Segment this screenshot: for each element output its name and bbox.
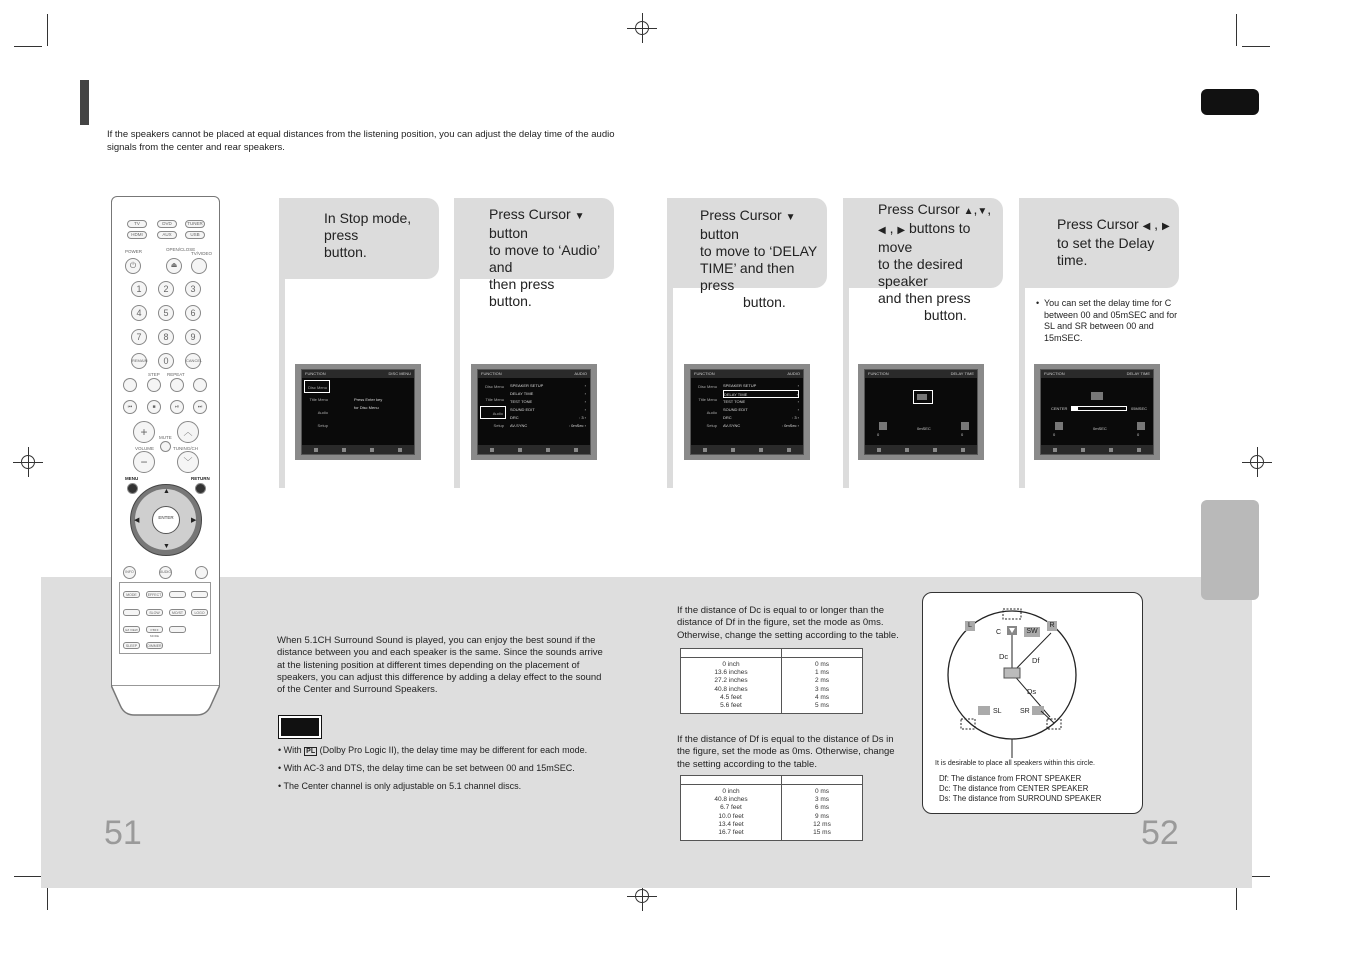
osd-screen-delay-select xyxy=(684,364,810,460)
table-cell: 6 ms xyxy=(814,804,830,812)
table-cell: 2 ms xyxy=(814,677,830,685)
note-item: • The Center channel is only adjustable on 5.1 channel discs. xyxy=(278,781,522,791)
osd-menu-row: SPEAKER SETUP › xyxy=(510,383,586,388)
open-close-label: OPEN/CLOSE xyxy=(166,247,196,252)
table-cell: 10.0 feet xyxy=(718,812,744,820)
step-1-line: button. xyxy=(324,244,367,260)
skip-forward-icon[interactable]: ⏭ xyxy=(193,400,207,414)
intro-text: If the speakers cannot be placed at equal distances from the listening position, you can adjust the delay time of the audio signals from the center and rear speakers. xyxy=(107,129,615,153)
cancel-button[interactable]: CANCEL xyxy=(185,353,201,369)
dimmer-button[interactable]: DIMMER xyxy=(147,644,162,648)
osd-left-item: Audio xyxy=(706,410,717,415)
osd-menu-row-selected: DELAY TIME › xyxy=(724,392,798,397)
number-0-button[interactable]: 0 xyxy=(158,353,174,369)
osd-menu-row: DRC : 3 › xyxy=(510,415,586,420)
diagram-caption: It is desirable to place all speakers within this circle. xyxy=(935,760,1095,767)
df-label: Df xyxy=(1032,656,1040,665)
volume-label: VOLUME xyxy=(135,446,155,451)
note-item: • With AC-3 and DTS, the delay time can be set between 00 and 15mSEC. xyxy=(278,763,575,773)
step-4-line: Press Cursor xyxy=(878,201,960,217)
osd-header-right: AUDIO xyxy=(787,371,800,376)
osd-delay-slider xyxy=(1071,406,1127,411)
step-5-line: , xyxy=(1154,216,1159,232)
osd-menu-row: TEST TONE › xyxy=(723,399,799,404)
step-4-line: , xyxy=(987,201,992,217)
table-cell: 4.5 feet xyxy=(720,693,742,701)
chapter-tab xyxy=(1201,500,1259,600)
volume-up-button[interactable]: + xyxy=(133,421,155,443)
step-4-line: button. xyxy=(924,307,967,323)
search-forward-button[interactable] xyxy=(193,378,207,392)
notes-list xyxy=(278,745,638,799)
crop-mark xyxy=(1236,14,1237,46)
step-3-line: Press Cursor xyxy=(700,207,782,223)
section-title-bar xyxy=(80,80,89,125)
remain-button[interactable]: REMAIN xyxy=(131,353,147,369)
right-speaker-label: R xyxy=(1047,621,1057,631)
mo-st-button[interactable]: MO/ST xyxy=(169,609,186,616)
osd-delay-label: CENTER xyxy=(1051,406,1068,411)
osd-menu-row: AV-SYNC : 0mSec › xyxy=(510,423,586,428)
osd-left-item: Setup xyxy=(706,423,717,428)
step-4-line: , xyxy=(973,201,978,217)
osd-speaker-icon xyxy=(917,394,927,400)
osd-value: 0 xyxy=(1137,432,1140,437)
step-2-line: then press xyxy=(489,276,555,292)
table-cell: 13.6 inches xyxy=(714,669,748,677)
registration-mark xyxy=(627,13,657,43)
step-2-line: to move to ‘Audio’ and xyxy=(489,242,600,275)
step-2-line: button. xyxy=(489,293,532,309)
cursor-up-icon[interactable]: ▲ xyxy=(163,488,170,495)
step-3-line: to move to ‘DELAY xyxy=(700,243,818,259)
cursor-right-icon: ▶ xyxy=(897,225,906,236)
osd-speaker-icon xyxy=(879,422,887,430)
osd-delay-value: 05MSEC xyxy=(1131,406,1148,411)
surround-right-label: SR xyxy=(1020,708,1030,715)
diagram-legend xyxy=(939,774,1101,803)
cursor-up-icon: ▲ xyxy=(963,206,974,217)
step-1-line: In Stop mode, xyxy=(324,210,412,226)
surround-left-label: SL xyxy=(993,708,1002,715)
table2-intro: If the distance of Df is equal to the distance of Ds in the figure, set the mode as 0ms. Otherwise, change the setting according to the table. xyxy=(677,734,895,770)
cursor-down-icon[interactable]: ▼ xyxy=(163,543,170,550)
table-cell: 0 inch xyxy=(722,661,740,668)
table-cell: 6.7 feet xyxy=(720,804,742,812)
menu-label: MENU xyxy=(125,476,139,481)
osd-menu-row: SPEAKER SETUP › xyxy=(723,383,799,388)
cursor-down-icon: ▼ xyxy=(977,206,988,217)
osd-menu-row: SOUND EDIT › xyxy=(510,407,586,412)
registration-mark xyxy=(13,447,43,477)
step-4-line: buttons to move xyxy=(878,220,971,255)
page-number-left: 51 xyxy=(104,814,142,852)
return-label: RETURN xyxy=(191,476,210,481)
osd-header-right: DELAY TIME xyxy=(950,371,974,376)
step-2-line: button xyxy=(489,225,528,241)
play-pause-icon[interactable]: ⏯ xyxy=(170,400,184,414)
info-button[interactable]: INFO xyxy=(123,566,136,579)
table-cell: 12 ms xyxy=(813,820,831,828)
osd-menu-row: TEST TONE › xyxy=(510,399,586,404)
osd-left-item: Disc Menu xyxy=(304,380,330,393)
mode-button[interactable]: MODE xyxy=(123,591,140,598)
left-speaker-label: L xyxy=(965,621,975,631)
osd-screen-audio xyxy=(471,364,597,460)
number-6-button[interactable]: 6 xyxy=(185,305,201,321)
osd-left-item: Setup xyxy=(317,423,328,428)
osd-header-right: DISC MENU xyxy=(388,371,411,376)
legend-item: Df: The distance from FRONT SPEAKER xyxy=(939,774,1082,783)
number-3-button[interactable]: 3 xyxy=(185,281,201,297)
step-5-note: • You can set the delay time for C between 00 and 05mSEC and for SL and SR between 00 and 15mSEC. xyxy=(1036,298,1184,344)
step-5-line: time. xyxy=(1057,252,1088,268)
osd-menu-row: DELAY TIME › xyxy=(510,391,586,396)
surround-delay-table xyxy=(680,775,863,841)
search-back-button[interactable] xyxy=(123,378,137,392)
osd-menu-row: SOUND EDIT › xyxy=(723,407,799,412)
logo-button[interactable]: LOGO xyxy=(191,609,208,616)
osd-value: 0 xyxy=(961,432,964,437)
step-4: Press Cursor ▲,▼, ◀ , ▶ buttons to move to the desired speaker and then press button. xyxy=(843,198,1003,488)
table-cell: 15 ms xyxy=(813,829,831,837)
volume-down-button[interactable]: − xyxy=(133,451,155,473)
note-icon xyxy=(279,716,321,738)
osd-message: for Disc Menu xyxy=(354,405,379,410)
audio-button[interactable]: AUDIO xyxy=(159,566,172,579)
subwoofer-label: SW xyxy=(1024,627,1040,637)
osd-left-item: Disc Menu xyxy=(698,384,717,389)
function-button[interactable] xyxy=(191,591,208,598)
speaker-placement-diagram xyxy=(922,592,1143,814)
cursor-left-icon: ◀ xyxy=(1142,221,1151,232)
osd-speaker-icon xyxy=(1055,422,1063,430)
osd-speaker-icon xyxy=(1137,422,1145,430)
cursor-left-icon: ◀ xyxy=(878,225,886,236)
cursor-down-icon: ▼ xyxy=(785,212,796,223)
sleep-button[interactable]: SLEEP xyxy=(123,642,140,649)
osd-screen-delay-speakers xyxy=(858,364,984,460)
mute-button[interactable] xyxy=(160,441,171,452)
table-cell: 3 ms xyxy=(814,796,830,804)
osd-left-item: Title Menu xyxy=(485,397,504,402)
dolby-pl-icon: PL xyxy=(306,748,316,755)
step-3-line: button. xyxy=(743,294,786,310)
language-tab xyxy=(1201,89,1259,115)
osd-menu-row: DRC : 3 › xyxy=(723,415,799,420)
osd-header-right: AUDIO xyxy=(574,371,587,376)
tuning-up-button[interactable]: ︿ xyxy=(177,421,199,443)
osd-header-left: FUNCTION xyxy=(868,371,889,376)
number-9-button[interactable]: 9 xyxy=(185,329,201,345)
number-8-button[interactable]: 8 xyxy=(158,329,174,345)
tv-video-button[interactable] xyxy=(191,258,207,274)
subtitle-button[interactable] xyxy=(195,566,208,579)
enter-button[interactable]: ENTER xyxy=(152,506,180,534)
osd-speaker-icon xyxy=(1091,392,1103,400)
cursor-right-icon[interactable]: ▶ xyxy=(191,517,197,524)
function-button[interactable] xyxy=(123,609,140,616)
crop-mark xyxy=(14,876,42,877)
table1-intro: If the distance of Dc is equal to or longer than the distance of Df in the figure, set the mode as 0ms. Otherwise, change the setting according to the table. xyxy=(677,605,899,641)
tv-button[interactable]: TV xyxy=(127,220,147,228)
menu-button[interactable] xyxy=(127,483,138,494)
osd-menu-row: AV-SYNC : 0mSec › xyxy=(723,423,799,428)
table-cell: 9 ms xyxy=(814,812,830,820)
eject-button[interactable]: ⏏ xyxy=(166,258,182,274)
ds-label: Ds xyxy=(1027,687,1037,696)
hdmi-button[interactable]: HDMI xyxy=(127,231,147,239)
note-item: • With PL (Dolby Pro Logic II), the delay time may be different for each mode. xyxy=(278,745,588,755)
surround-description: When 5.1CH Surround Sound is played, you can enjoy the best sound if the distance between you and each speaker is the same. Since the sounds arrive at the listening position at different times depending on the placement of speakers, you can adjust this difference by adding a delay effect to the sound of the Center and Surround Speakers. xyxy=(277,635,603,696)
legend-item: Ds: The distance from SURROUND SPEAKER xyxy=(939,793,1102,803)
navigation-pad[interactable] xyxy=(130,484,202,556)
step-5-line: Press Cursor xyxy=(1057,216,1139,232)
step-label: STEP xyxy=(148,372,160,377)
table-cell: 5.6 feet xyxy=(720,702,742,710)
mute-label: MUTE xyxy=(159,435,172,440)
osd-header-left: FUNCTION xyxy=(305,371,326,376)
osd-left-item: Title Menu xyxy=(698,397,717,402)
remote-control xyxy=(111,196,220,718)
number-2-button[interactable]: 2 xyxy=(158,281,174,297)
osd-value: 0mSEC xyxy=(917,426,931,431)
number-5-button[interactable]: 5 xyxy=(158,305,174,321)
registration-mark xyxy=(1242,447,1272,477)
step-3-line: TIME’ and then press xyxy=(700,260,795,293)
table-cell: 40.8 inches xyxy=(714,685,748,693)
crop-mark xyxy=(47,14,48,46)
osd-header-left: FUNCTION xyxy=(1044,371,1065,376)
tuning-ch-label: TUNING/CH xyxy=(173,446,198,451)
repeat-label: REPEAT xyxy=(167,372,185,377)
osd-message: Press Enter key xyxy=(354,397,383,402)
table-cell: 1 ms xyxy=(814,669,830,677)
osd-value: 0mSEC xyxy=(1093,426,1107,431)
osd-left-item: Audio xyxy=(317,410,328,415)
table-cell: 0 inch xyxy=(722,788,740,795)
table-cell: 0 ms xyxy=(814,788,830,795)
power-button[interactable]: ⏻ xyxy=(125,258,141,274)
osd-value: 0 xyxy=(1053,432,1056,437)
repeat-button[interactable] xyxy=(170,378,184,392)
step-4-line: and then press xyxy=(878,290,971,306)
center-speaker-label: C xyxy=(996,629,1002,636)
table-cell: 16.7 feet xyxy=(718,829,744,837)
cursor-left-icon[interactable]: ◀ xyxy=(134,517,140,524)
step-button[interactable] xyxy=(147,378,161,392)
number-1-button[interactable]: 1 xyxy=(131,281,147,297)
osd-left-item: Title Menu xyxy=(309,397,328,402)
page-number-right: 52 xyxy=(1141,814,1179,852)
number-4-button[interactable]: 4 xyxy=(131,305,147,321)
dvd-button[interactable]: DVD xyxy=(157,220,177,228)
crop-mark xyxy=(1242,46,1270,47)
function-button[interactable] xyxy=(169,626,186,633)
osd-screen-disc-menu xyxy=(295,364,421,460)
return-button[interactable] xyxy=(195,483,206,494)
remote-foot xyxy=(111,685,220,718)
step-3-line: button xyxy=(700,226,739,242)
tv-video-label: TV/VIDEO xyxy=(191,251,213,256)
function-button[interactable] xyxy=(169,591,186,598)
step-5-note-text: You can set the delay time for C between 00 and 05mSEC and for SL and SR between 00 and 15mSEC. xyxy=(1044,298,1178,343)
osd-left-item: Audio xyxy=(480,406,506,419)
osd-header-left: FUNCTION xyxy=(481,371,502,376)
step-1-line: press xyxy=(324,227,359,243)
stop-icon[interactable]: ■ xyxy=(147,400,161,414)
ez-view-button[interactable]: EZ VIEW xyxy=(123,626,140,633)
pbff-mode-button[interactable]: P.BFF MODE xyxy=(146,626,163,633)
number-7-button[interactable]: 7 xyxy=(131,329,147,345)
aux-button[interactable]: AUX xyxy=(157,231,177,239)
skip-back-icon[interactable]: ⏮ xyxy=(123,400,137,414)
osd-speaker-icon xyxy=(961,422,969,430)
osd-left-item: Setup xyxy=(493,423,504,428)
tuning-down-button[interactable]: ﹀ xyxy=(177,451,199,473)
step-2-line: Press Cursor xyxy=(489,206,571,222)
table-cell: 27.2 inches xyxy=(714,677,748,685)
osd-left-item: Disc Menu xyxy=(485,384,504,389)
osd-header-right: DELAY TIME xyxy=(1126,371,1150,376)
cursor-down-icon: ▼ xyxy=(574,211,585,222)
osd-screen-delay-adjust xyxy=(1034,364,1160,460)
osd-value: 0 xyxy=(877,432,880,437)
step-5-line: to set the Delay xyxy=(1057,235,1155,251)
crop-mark xyxy=(14,46,42,47)
center-delay-table xyxy=(680,648,863,714)
table-cell: 0 ms xyxy=(814,661,830,668)
power-label: POWER xyxy=(125,249,143,254)
table-cell: 3 ms xyxy=(814,685,830,693)
slow-button[interactable]: SLOW xyxy=(146,609,163,616)
table-cell: 5 ms xyxy=(814,702,830,710)
table-cell: 40.8 inches xyxy=(714,796,748,804)
dc-label: Dc xyxy=(999,652,1009,661)
usb-button[interactable]: USB xyxy=(185,231,205,239)
cursor-right-icon: ▶ xyxy=(1161,221,1170,232)
table-cell: 4 ms xyxy=(814,693,830,701)
step-4-line: to the desired speaker xyxy=(878,256,963,289)
effect-button[interactable]: EFFECT xyxy=(147,593,162,597)
tuner-button[interactable]: TUNER xyxy=(185,220,205,228)
legend-item: Dc: The distance from CENTER SPEAKER xyxy=(939,783,1089,793)
osd-header-left: FUNCTION xyxy=(694,371,715,376)
table-cell: 13.4 feet xyxy=(718,820,744,828)
